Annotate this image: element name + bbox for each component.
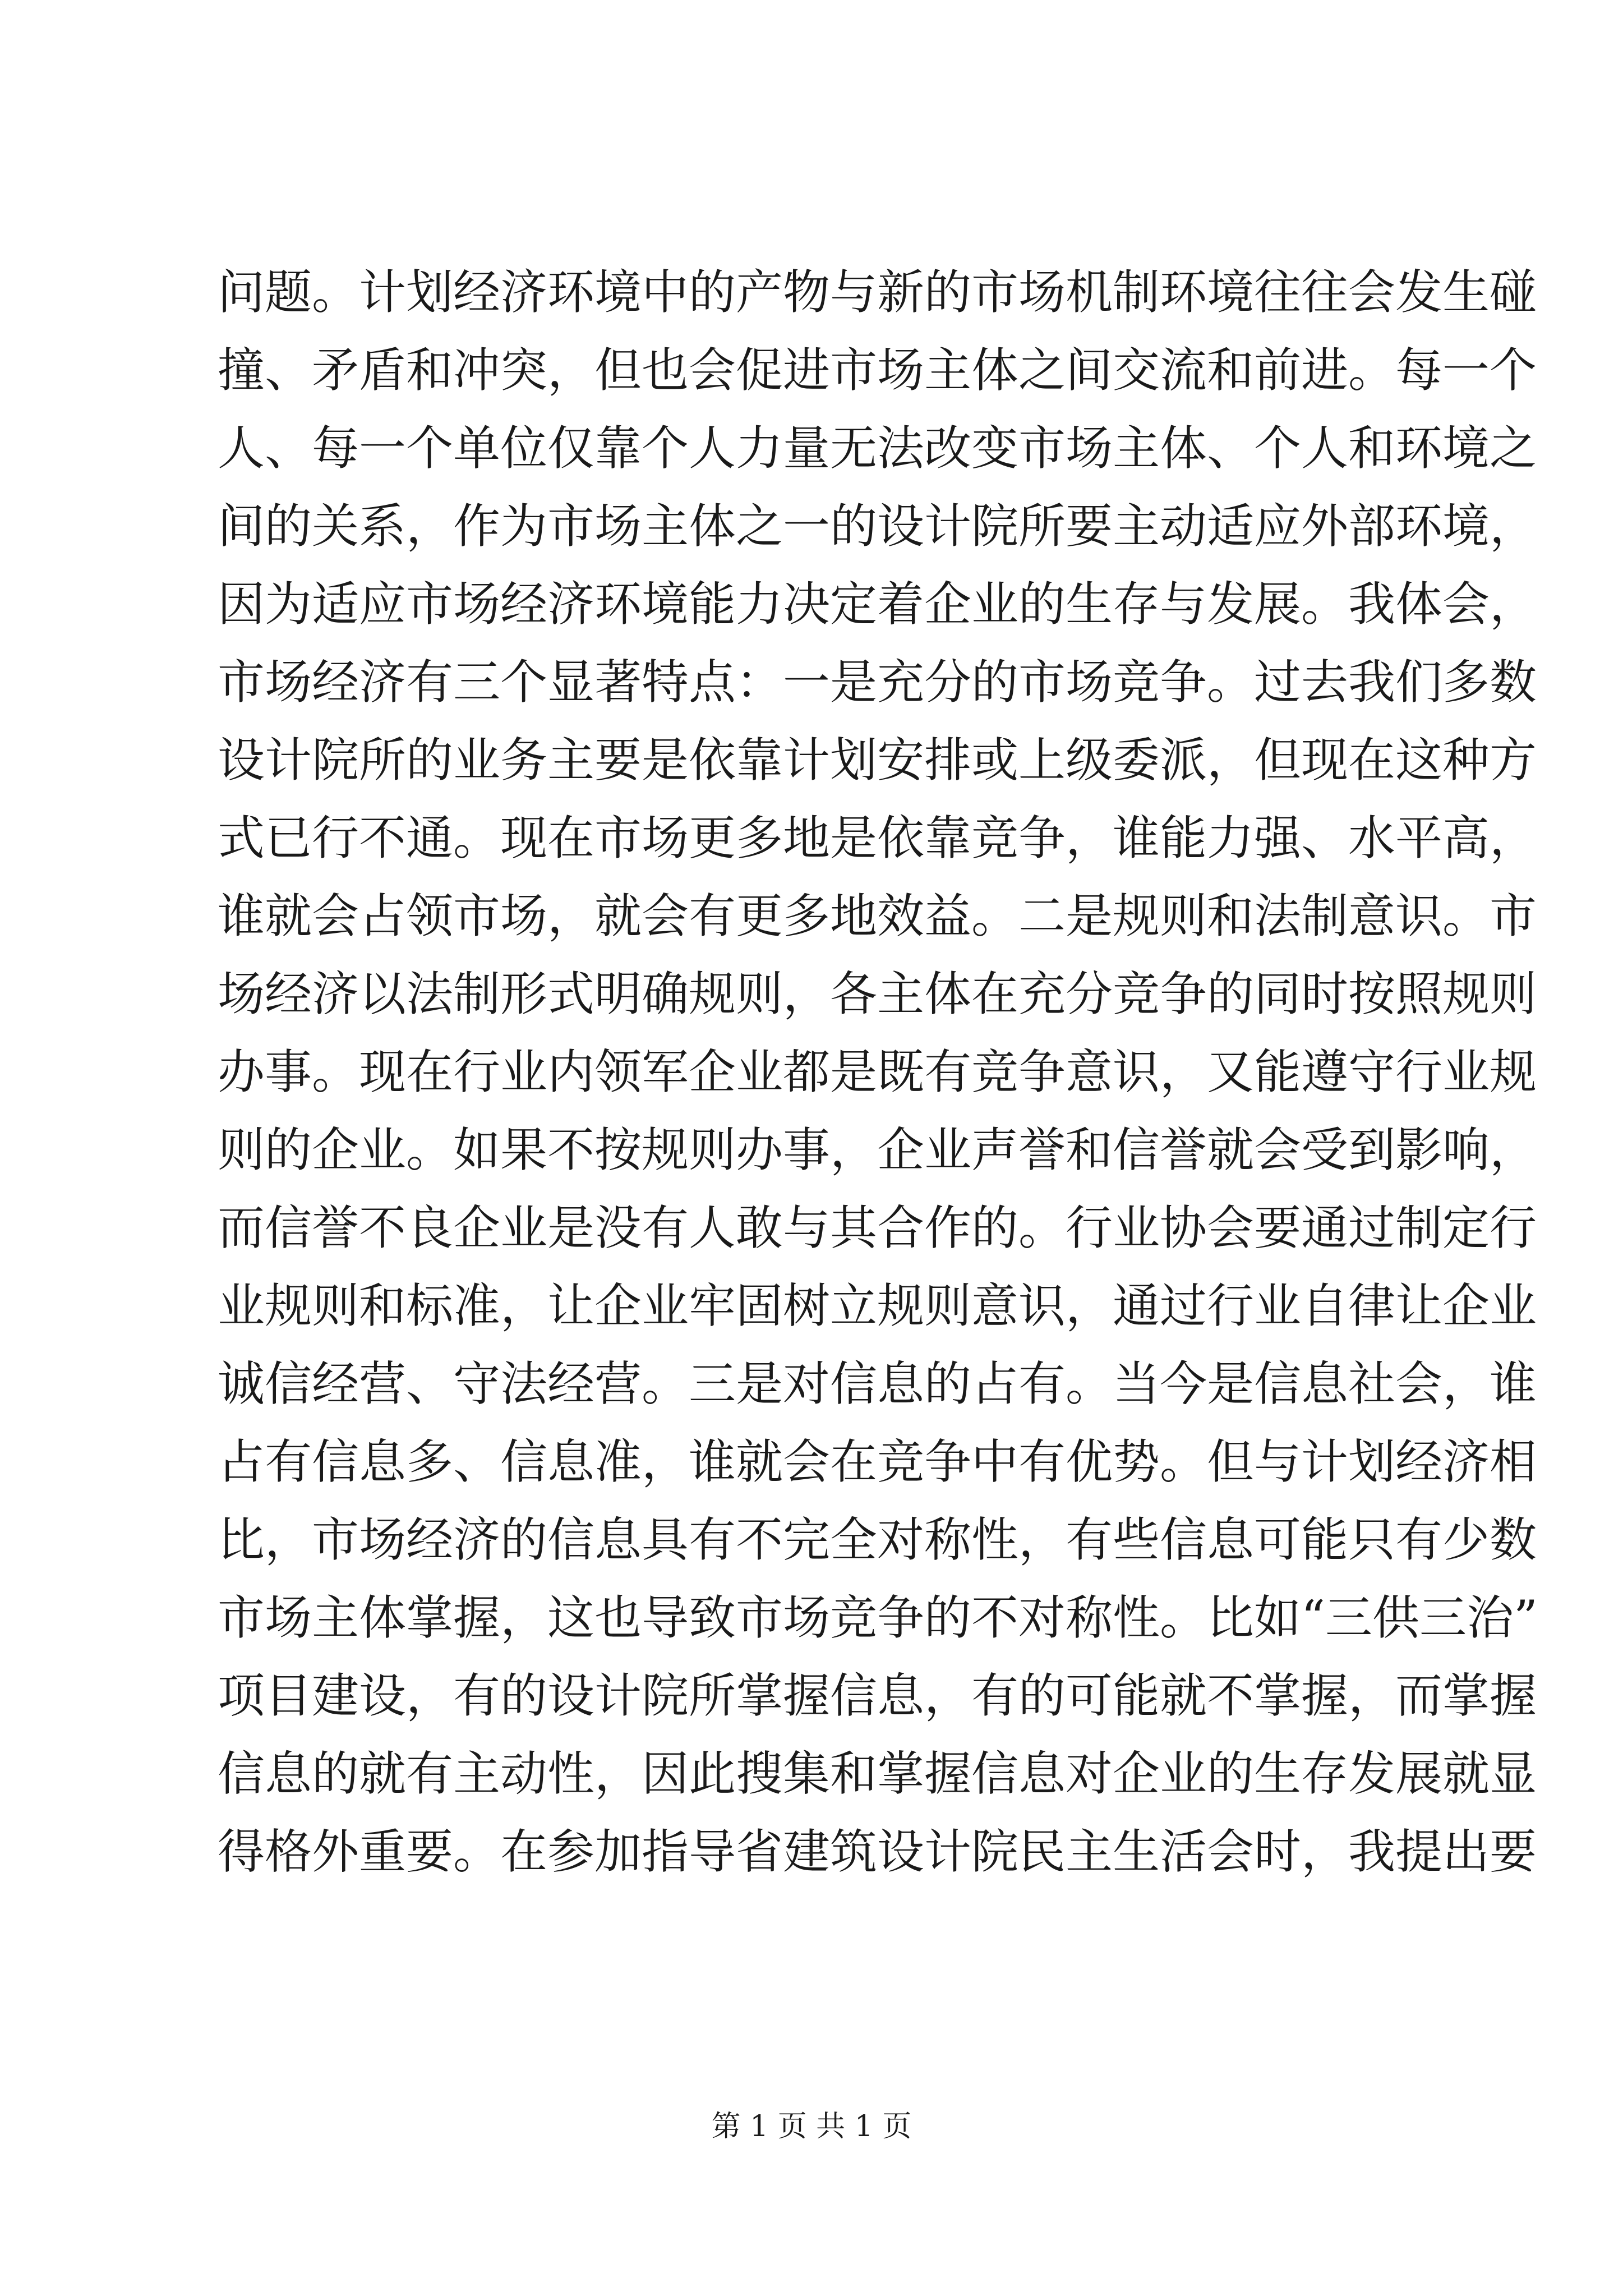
- body-text: [218, 254, 1538, 1891]
- text-line: 式已行不通。现在市场更多地是依靠竞争，谁能力强、水平高，: [218, 811, 1537, 866]
- text-line: 诚信经营、守法经营。三是对信息的占有。当今是信息社会，谁: [218, 1356, 1537, 1411]
- text-line: 人、每一个单位仅靠个人力量无法改变市场主体、个人和环境之: [218, 421, 1537, 476]
- text-line: 间的关系，作为市场主体之一的设计院所要主动适应外部环境，: [218, 499, 1537, 554]
- page-footer: 第 1 页 共 1 页: [711, 2110, 912, 2143]
- text-line: 则的企业。如果不按规则办事，企业声誉和信誉就会受到影响，: [218, 1122, 1537, 1177]
- text-line: 问题。计划经济环境中的产物与新的市场机制环境往往会发生碰: [218, 265, 1537, 320]
- text-line: 信息的就有主动性，因此搜集和掌握信息对企业的生存发展就显: [218, 1746, 1537, 1801]
- text-line: 市场经济有三个显著特点：一是充分的市场竞争。过去我们多数: [218, 655, 1537, 710]
- text-line: 谁就会占领市场，就会有更多地效益。二是规则和法制意识。市: [218, 889, 1537, 944]
- text-line: 撞、矛盾和冲突，但也会促进市场主体之间交流和前进。每一个: [218, 343, 1537, 398]
- text-line: 比，市场经济的信息具有不完全对称性，有些信息可能只有少数: [218, 1512, 1537, 1567]
- text-line: 因为适应市场经济环境能力决定着企业的生存与发展。我体会，: [218, 577, 1537, 632]
- text-line: 而信誉不良企业是没有人敢与其合作的。行业协会要通过制定行: [218, 1200, 1537, 1255]
- text-line: 业规则和标准，让企业牢固树立规则意识，通过行业自律让企业: [218, 1278, 1537, 1333]
- text-line: 办事。现在行业内领军企业都是既有竞争意识，又能遵守行业规: [218, 1045, 1537, 1099]
- text-line: 项目建设，有的设计院所掌握信息，有的可能就不掌握，而掌握: [218, 1668, 1537, 1723]
- text-line: 市场主体掌握，这也导致市场竞争的不对称性。比如“三供三治”: [218, 1590, 1538, 1645]
- text-line: 设计院所的业务主要是依靠计划安排或上级委派，但现在这种方: [218, 733, 1537, 788]
- text-line: 占有信息多、信息准，谁就会在竞争中有优势。但与计划经济相: [218, 1434, 1537, 1489]
- text-line: 得格外重要。在参加指导省建筑设计院民主生活会时，我提出要: [218, 1824, 1537, 1879]
- text-line: 场经济以法制形式明确规则，各主体在充分竞争的同时按照规则: [218, 967, 1537, 1022]
